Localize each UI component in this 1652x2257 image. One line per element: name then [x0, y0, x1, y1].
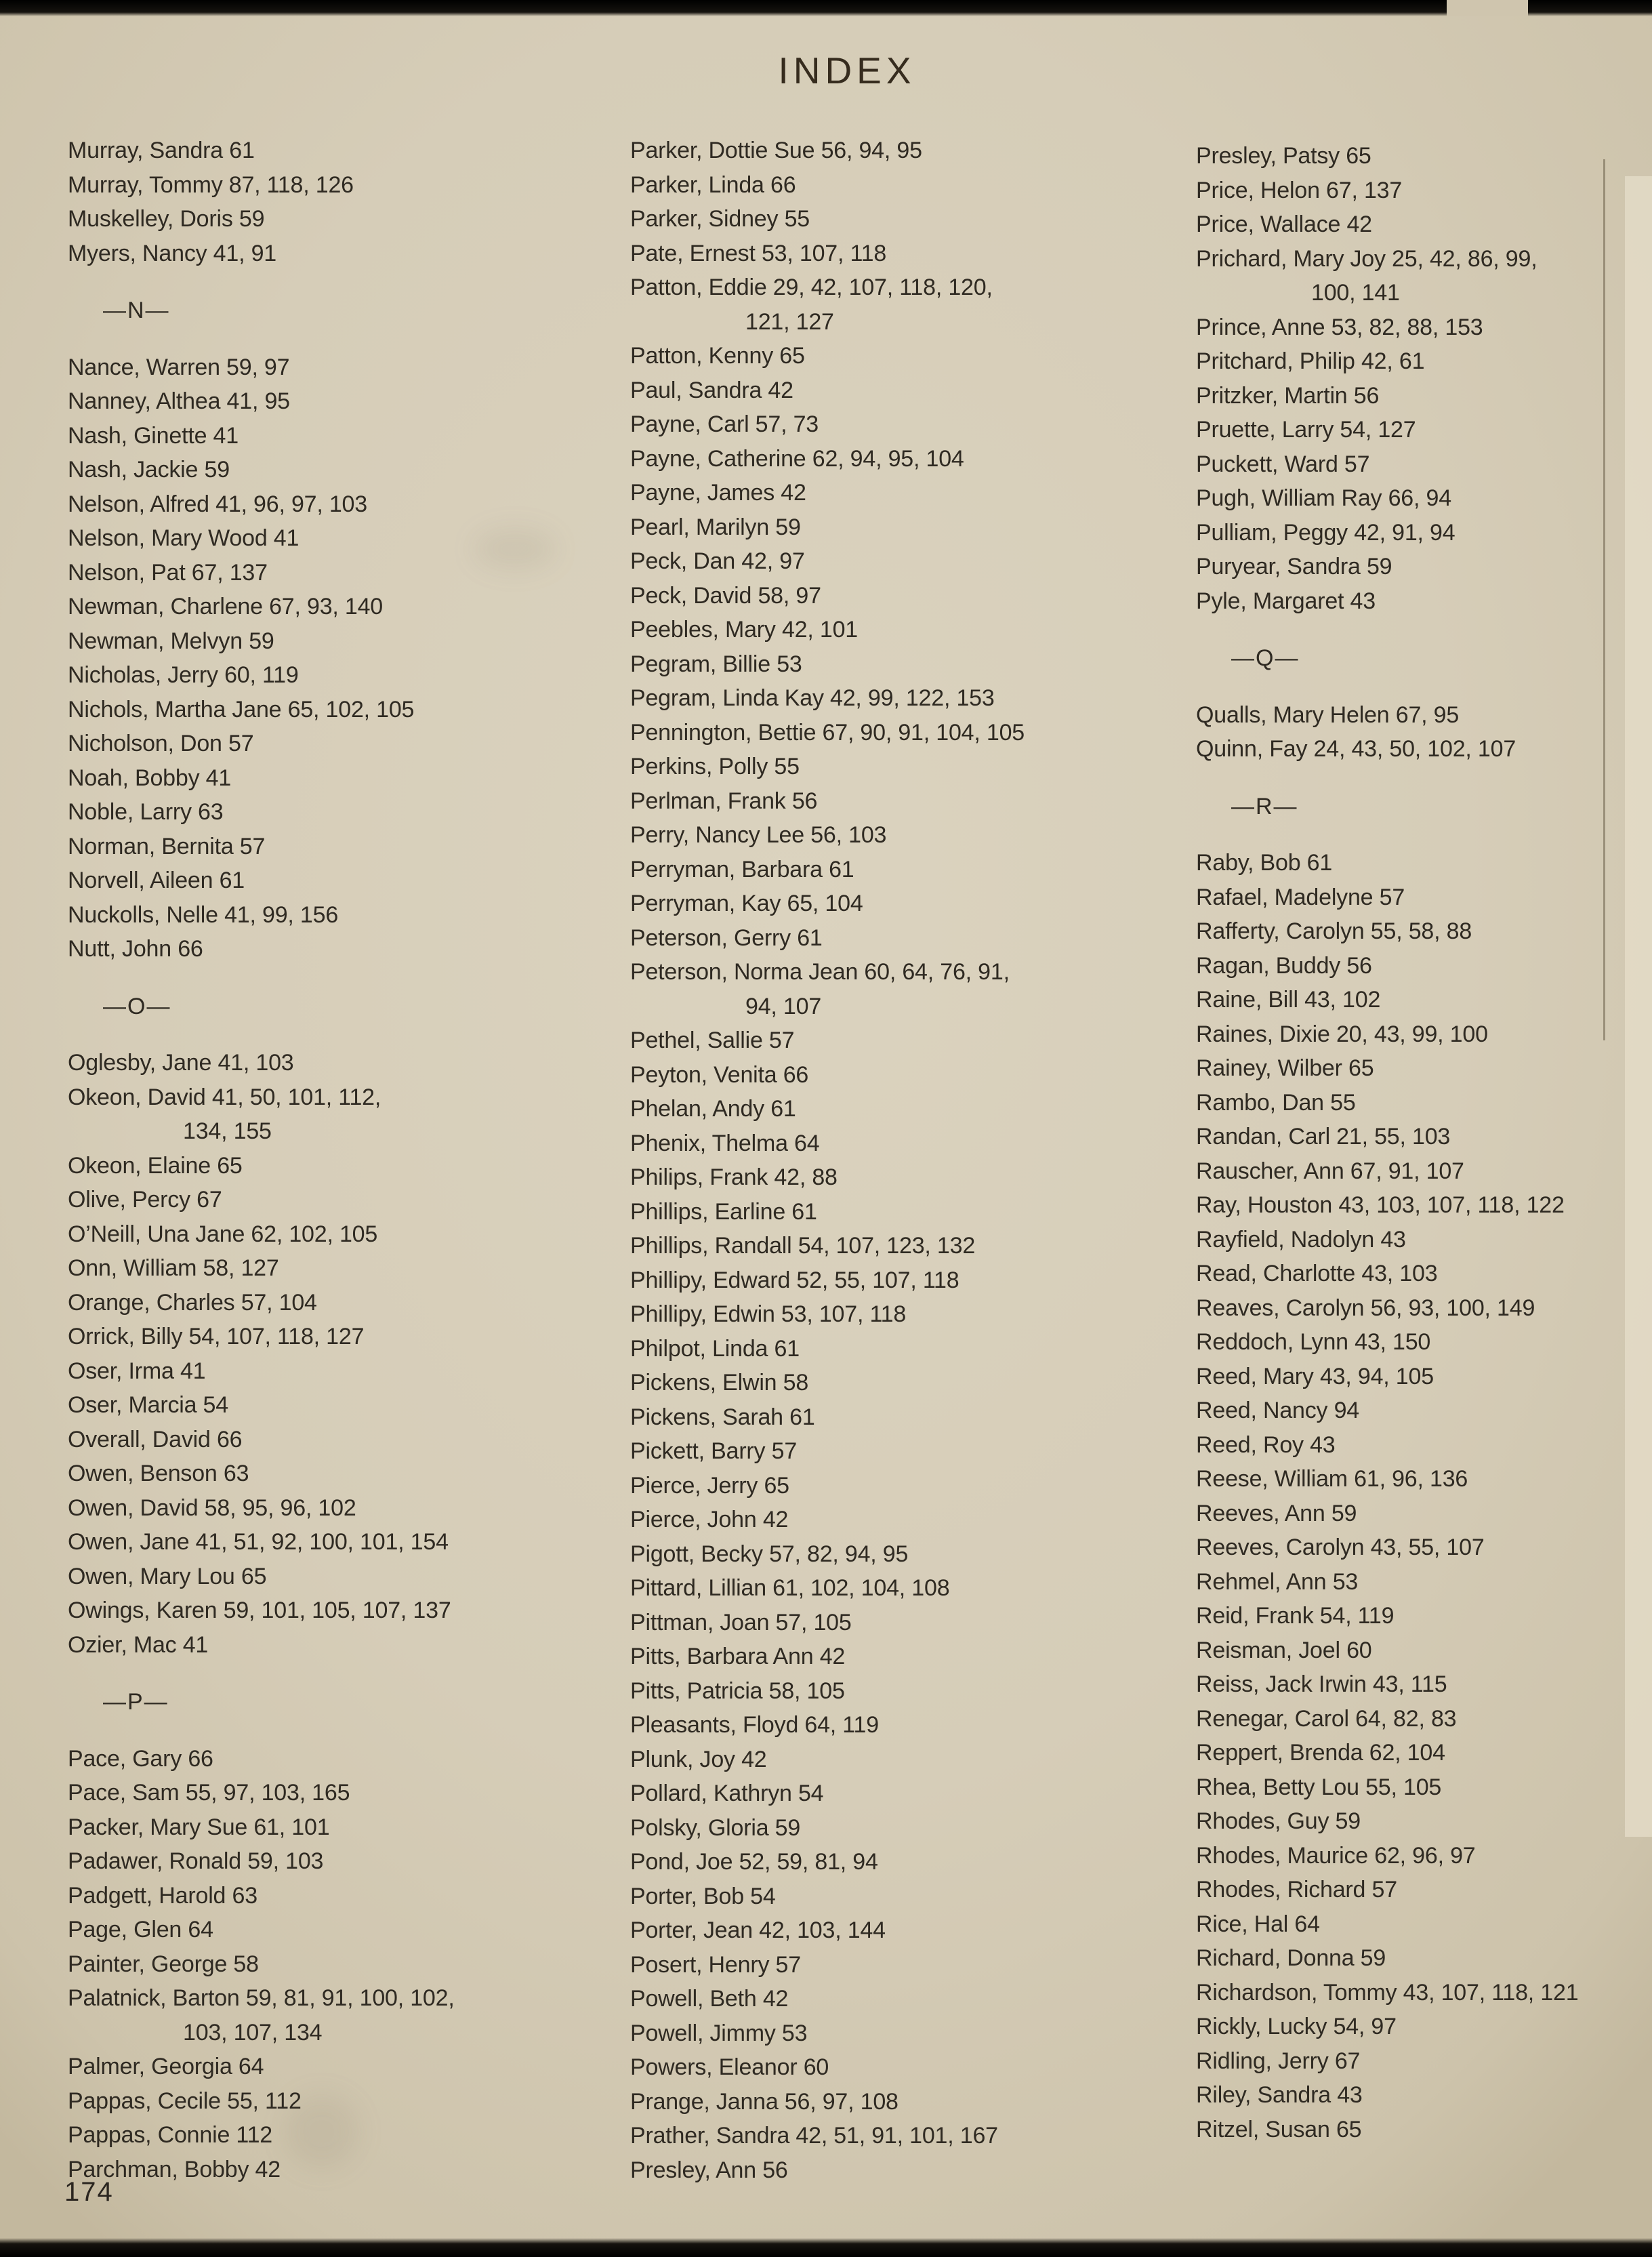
index-entry: Powers, Eleanor 60 — [630, 2054, 829, 2080]
section-heading: —P— — [103, 1689, 169, 1715]
index-entry: Read, Charlotte 43, 103 — [1196, 1261, 1438, 1286]
index-entry: Prather, Sandra 42, 51, 91, 101, 167 — [630, 2123, 998, 2149]
index-entry: Noah, Bobby 41 — [68, 765, 232, 791]
index-entry: Orange, Charles 57, 104 — [68, 1289, 317, 1316]
index-entry: Perkins, Polly 55 — [630, 754, 800, 779]
index-entry: Palmer, Georgia 64 — [68, 2054, 264, 2079]
index-entry: Ritzel, Susan 65 — [1196, 2116, 1362, 2142]
index-entry: Reid, Frank 54, 119 — [1196, 1603, 1395, 1629]
index-entry: Nash, Jackie 59 — [68, 457, 230, 483]
index-entry: Pyle, Margaret 43 — [1196, 588, 1376, 614]
page-number: 174 — [64, 2177, 114, 2207]
index-entry: Pollard, Kathryn 54 — [630, 1781, 824, 1806]
index-entry: Rhea, Betty Lou 55, 105 — [1196, 1774, 1442, 1800]
index-entry: Reeves, Carolyn 43, 55, 107 — [1196, 1534, 1485, 1560]
index-entry: Perry, Nancy Lee 56, 103 — [630, 822, 887, 848]
index-entry: Nance, Warren 59, 97 — [68, 354, 290, 380]
index-entry: Pitts, Barbara Ann 42 — [630, 1644, 846, 1669]
index-entry: Nuckolls, Nelle 41, 99, 156 — [68, 901, 339, 928]
index-entry: Rafferty, Carolyn 55, 58, 88 — [1196, 918, 1472, 944]
index-entry: Rickly, Lucky 54, 97 — [1196, 2014, 1397, 2039]
index-entry: Reaves, Carolyn 56, 93, 100, 149 — [1196, 1295, 1535, 1321]
index-entry: Pritzker, Martin 56 — [1196, 382, 1380, 409]
index-entry: Raine, Bill 43, 102 — [1196, 987, 1381, 1013]
index-entry: Porter, Bob 54 — [630, 1883, 776, 1909]
index-entry: Newman, Melvyn 59 — [68, 628, 274, 654]
index-entry: Patton, Kenny 65 — [630, 343, 805, 369]
index-entry: Reed, Mary 43, 94, 105 — [1196, 1363, 1434, 1389]
index-entry: Prichard, Mary Joy 25, 42, 86, 99, — [1196, 245, 1537, 272]
index-entry: Phenix, Thelma 64 — [630, 1130, 820, 1156]
index-entry: Murray, Sandra 61 — [68, 138, 255, 163]
index-entry: Renegar, Carol 64, 82, 83 — [1196, 1705, 1457, 1732]
index-entry: Pittman, Joan 57, 105 — [630, 1609, 852, 1635]
index-entry: Parchman, Bobby 42 — [68, 2156, 281, 2182]
index-entry: Parker, Dottie Sue 56, 94, 95 — [630, 138, 922, 163]
index-entry: Pickett, Barry 57 — [630, 1438, 798, 1464]
index-entry: Olive, Percy 67 — [68, 1187, 222, 1213]
index-entry: Onn, William 58, 127 — [68, 1255, 279, 1281]
index-entry: Okeon, Elaine 65 — [68, 1152, 243, 1179]
index-entry: Pace, Gary 66 — [68, 1745, 213, 1772]
index-entry: Rainey, Wilber 65 — [1196, 1055, 1374, 1081]
index-entry: Pierce, John 42 — [630, 1507, 789, 1532]
index-entry: Pulliam, Peggy 42, 91, 94 — [1196, 519, 1455, 546]
index-entry: Powell, Jimmy 53 — [630, 2020, 808, 2046]
index-entry-continuation: 94, 107 — [745, 993, 822, 1019]
index-entry: Rafael, Madelyne 57 — [1196, 884, 1405, 910]
index-entry: Orrick, Billy 54, 107, 118, 127 — [68, 1324, 365, 1349]
index-entry: Posert, Henry 57 — [630, 1951, 801, 1978]
index-entry: Qualls, Mary Helen 67, 95 — [1196, 702, 1460, 728]
index-entry: Riley, Sandra 43 — [1196, 2082, 1363, 2108]
index-entry: Paul, Sandra 42 — [630, 377, 793, 403]
index-entry-continuation: 100, 141 — [1311, 280, 1400, 306]
index-entry: Oser, Irma 41 — [68, 1358, 206, 1384]
index-entry: Richardson, Tommy 43, 107, 118, 121 — [1196, 1979, 1579, 2006]
index-entry: Norman, Bernita 57 — [68, 833, 266, 859]
index-entry: Reeves, Ann 59 — [1196, 1500, 1357, 1526]
index-entry: Phillipy, Edwin 53, 107, 118 — [630, 1301, 907, 1327]
index-entry: Reed, Nancy 94 — [1196, 1398, 1360, 1423]
index-entry: Overall, David 66 — [68, 1426, 243, 1452]
index-entry: Pappas, Cecile 55, 112 — [68, 2088, 302, 2114]
index-entry: Peebles, Mary 42, 101 — [630, 617, 858, 643]
index-entry: Phillips, Earline 61 — [630, 1198, 817, 1225]
index-entry: Nash, Ginette 41 — [68, 422, 239, 449]
section-heading: —O— — [103, 993, 171, 1019]
index-entry: Plunk, Joy 42 — [630, 1746, 767, 1772]
index-entry: Padgett, Harold 63 — [68, 1882, 257, 1909]
index-entry: Phillips, Randall 54, 107, 123, 132 — [630, 1233, 976, 1259]
index-entry: Pegram, Billie 53 — [630, 651, 802, 677]
index-entry: Muskelley, Doris 59 — [68, 206, 265, 232]
index-entry: Peck, David 58, 97 — [630, 582, 821, 609]
index-entry: Payne, Carl 57, 73 — [630, 411, 819, 437]
scan-edge-top-notch — [1447, 0, 1528, 16]
index-entry: Quinn, Fay 24, 43, 50, 102, 107 — [1196, 736, 1516, 762]
index-entry: Nutt, John 66 — [68, 936, 203, 962]
index-entry-continuation: 121, 127 — [745, 308, 834, 335]
index-entry: Padawer, Ronald 59, 103 — [68, 1848, 324, 1874]
index-entry: Pennington, Bettie 67, 90, 91, 104, 105 — [630, 719, 1025, 746]
index-entry: Presley, Ann 56 — [630, 2157, 788, 2183]
index-entry: Richard, Donna 59 — [1196, 1945, 1386, 1971]
index-entry: Pate, Ernest 53, 107, 118 — [630, 240, 887, 266]
index-entry: Rhodes, Richard 57 — [1196, 1877, 1397, 1903]
index-entry: Nanney, Althea 41, 95 — [68, 388, 290, 414]
index-entry: Painter, George 58 — [68, 1951, 259, 1977]
index-entry: Palatnick, Barton 59, 81, 91, 100, 102, — [68, 1985, 455, 2011]
index-entry: Nelson, Pat 67, 137 — [68, 559, 268, 586]
index-entry: Pegram, Linda Kay 42, 99, 122, 153 — [630, 685, 995, 711]
index-entry: Myers, Nancy 41, 91 — [68, 240, 276, 266]
index-entry: Pappas, Connie 112 — [68, 2122, 273, 2148]
index-entry: Reddoch, Lynn 43, 150 — [1196, 1329, 1431, 1355]
index-entry: Noble, Larry 63 — [68, 799, 224, 825]
index-entry-continuation: 134, 155 — [183, 1118, 272, 1144]
index-entry: Perlman, Frank 56 — [630, 788, 818, 814]
index-entry: Puryear, Sandra 59 — [1196, 554, 1392, 580]
index-entry: Presley, Patsy 65 — [1196, 143, 1371, 169]
index-entry: Rauscher, Ann 67, 91, 107 — [1196, 1158, 1464, 1184]
index-entry: Philips, Frank 42, 88 — [630, 1164, 838, 1190]
index-entry: Owen, Benson 63 — [68, 1461, 249, 1486]
index-entry: Reed, Roy 43 — [1196, 1431, 1336, 1458]
index-entry: Ridling, Jerry 67 — [1196, 2048, 1361, 2074]
index-entry: Owen, Jane 41, 51, 92, 100, 101, 154 — [68, 1529, 449, 1555]
index-column-1 — [68, 134, 610, 2187]
index-entry: Pugh, William Ray 66, 94 — [1196, 485, 1451, 511]
index-entry: Peyton, Venita 66 — [630, 1061, 809, 1088]
index-entry: Pace, Sam 55, 97, 103, 165 — [68, 1780, 350, 1806]
index-entry: Nelson, Mary Wood 41 — [68, 525, 300, 551]
index-entry: Randan, Carl 21, 55, 103 — [1196, 1124, 1451, 1150]
index-entry: Pethel, Sallie 57 — [630, 1028, 795, 1053]
index-entry: Pond, Joe 52, 59, 81, 94 — [630, 1849, 878, 1875]
page-title: INDEX — [778, 49, 916, 92]
index-entry: Philpot, Linda 61 — [630, 1335, 800, 1362]
index-entry: Phillipy, Edward 52, 55, 107, 118 — [630, 1267, 959, 1293]
scan-edge-bottom — [0, 2238, 1652, 2257]
index-entry: Pruette, Larry 54, 127 — [1196, 417, 1416, 443]
index-entry: Murray, Tommy 87, 118, 126 — [68, 171, 354, 198]
index-entry: Peterson, Gerry 61 — [630, 924, 823, 951]
index-entry: Peterson, Norma Jean 60, 64, 76, 91, — [630, 959, 1010, 985]
index-entry: Ozier, Mac 41 — [68, 1631, 209, 1658]
index-entry: Reese, William 61, 96, 136 — [1196, 1466, 1468, 1492]
index-entry: Newman, Charlene 67, 93, 140 — [68, 594, 384, 619]
index-entry: Parker, Linda 66 — [630, 171, 796, 198]
index-entry: Oglesby, Jane 41, 103 — [68, 1050, 294, 1076]
index-entry: Raines, Dixie 20, 43, 99, 100 — [1196, 1021, 1488, 1047]
index-entry: Puckett, Ward 57 — [1196, 451, 1370, 477]
index-entry: Nelson, Alfred 41, 96, 97, 103 — [68, 491, 367, 517]
index-entry: Perryman, Barbara 61 — [630, 856, 854, 882]
index-entry: Reppert, Brenda 62, 104 — [1196, 1740, 1445, 1766]
index-entry-continuation: 103, 107, 134 — [183, 2019, 323, 2046]
index-entry: Reisman, Joel 60 — [1196, 1637, 1372, 1663]
index-entry: Ray, Houston 43, 103, 107, 118, 122 — [1196, 1192, 1565, 1218]
index-entry: Perryman, Kay 65, 104 — [630, 891, 863, 916]
index-column-3 — [1196, 139, 1636, 2147]
index-entry: Polsky, Gloria 59 — [630, 1814, 801, 1841]
index-entry: Pickens, Sarah 61 — [630, 1404, 815, 1430]
section-heading: —R— — [1231, 793, 1298, 819]
index-entry: Okeon, David 41, 50, 101, 112, — [68, 1084, 381, 1110]
index-entry: Pigott, Becky 57, 82, 94, 95 — [630, 1541, 909, 1567]
index-entry: Rayfield, Nadolyn 43 — [1196, 1226, 1406, 1253]
index-entry: Pitts, Patricia 58, 105 — [630, 1678, 845, 1704]
index-entry: Prange, Janna 56, 97, 108 — [630, 2088, 899, 2115]
index-entry: Rhodes, Maurice 62, 96, 97 — [1196, 1842, 1476, 1869]
index-entry: Reiss, Jack Irwin 43, 115 — [1196, 1671, 1447, 1697]
index-entry: Rambo, Dan 55 — [1196, 1089, 1356, 1116]
index-entry: Porter, Jean 42, 103, 144 — [630, 1917, 886, 1943]
index-entry: Rhodes, Guy 59 — [1196, 1808, 1361, 1834]
index-entry: Packer, Mary Sue 61, 101 — [68, 1814, 330, 1840]
index-entry: Rice, Hal 64 — [1196, 1911, 1320, 1937]
index-entry: Nicholson, Don 57 — [68, 731, 254, 756]
index-entry: Nicholas, Jerry 60, 119 — [68, 662, 299, 688]
index-entry: Price, Wallace 42 — [1196, 211, 1372, 237]
index-entry: Norvell, Aileen 61 — [68, 868, 245, 893]
index-entry: Page, Glen 64 — [68, 1917, 213, 1943]
index-entry: Payne, Catherine 62, 94, 95, 104 — [630, 445, 964, 472]
index-entry: Pleasants, Floyd 64, 119 — [630, 1712, 879, 1738]
index-entry: Owings, Karen 59, 101, 105, 107, 137 — [68, 1598, 451, 1623]
index-entry: Peck, Dan 42, 97 — [630, 548, 805, 574]
index-entry: Nichols, Martha Jane 65, 102, 105 — [68, 696, 415, 723]
section-heading: —N— — [103, 298, 170, 323]
index-entry: Powell, Beth 42 — [630, 1986, 789, 2012]
index-entry: Pierce, Jerry 65 — [630, 1472, 789, 1499]
index-entry: Pittard, Lillian 61, 102, 104, 108 — [630, 1575, 950, 1601]
section-heading: —Q— — [1231, 645, 1300, 671]
index-entry: Pearl, Marilyn 59 — [630, 514, 801, 540]
index-entry: O’Neill, Una Jane 62, 102, 105 — [68, 1221, 378, 1247]
scan-edge-top — [0, 0, 1652, 16]
index-entry: Patton, Eddie 29, 42, 107, 118, 120, — [630, 274, 993, 300]
index-entry: Ragan, Buddy 56 — [1196, 952, 1372, 979]
index-entry: Payne, James 42 — [630, 480, 806, 506]
index-entry: Owen, Mary Lou 65 — [68, 1563, 267, 1589]
index-entry: Prince, Anne 53, 82, 88, 153 — [1196, 314, 1483, 340]
index-entry: Parker, Sidney 55 — [630, 206, 810, 232]
index-column-2 — [630, 134, 1179, 2187]
index-entry: Oser, Marcia 54 — [68, 1392, 228, 1418]
index-entry: Raby, Bob 61 — [1196, 850, 1333, 876]
index-entry: Owen, David 58, 95, 96, 102 — [68, 1494, 356, 1521]
index-entry: Price, Helon 67, 137 — [1196, 177, 1403, 203]
index-entry: Pritchard, Philip 42, 61 — [1196, 348, 1425, 374]
index-entry: Phelan, Andy 61 — [630, 1096, 796, 1122]
index-entry: Rehmel, Ann 53 — [1196, 1568, 1359, 1595]
index-entry: Pickens, Elwin 58 — [630, 1370, 809, 1396]
